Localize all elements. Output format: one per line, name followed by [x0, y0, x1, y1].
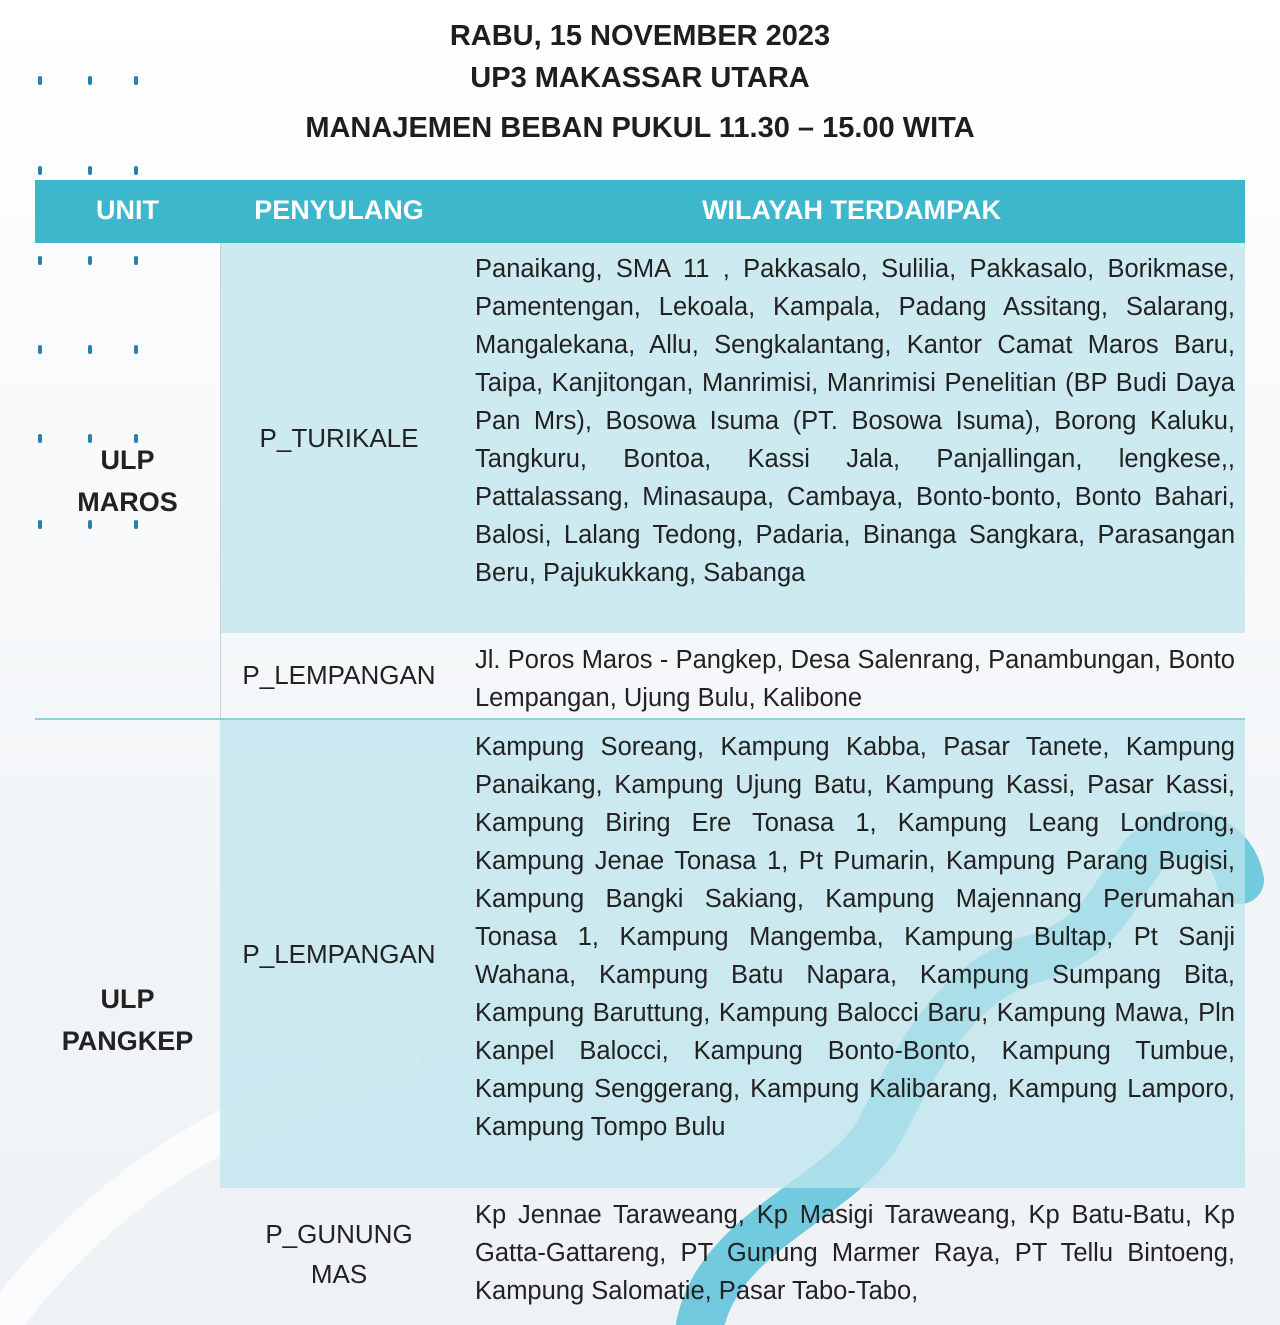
unit-cell-pangkep — [35, 720, 220, 1320]
penyulang-cell — [220, 1196, 458, 1311]
penyulang-cell: P_LEMPANGAN — [242, 660, 436, 690]
wilayah-cell: Jl. Poros Maros - Pangkep, Desa Salenrang, Panambungan, Bonto Lempangan, Ujung Bulu, Kalibone — [475, 646, 1235, 712]
unit-label: PANGKEP — [61, 1026, 194, 1056]
unit-label: ULP — [100, 444, 155, 475]
wilayah-cell: Kampung Soreang, Kampung Kabba, Pasar Tanete, Kampung Panaikang, Kampung Ujung Batu, Kampung Kassi, Pasar Kassi, Kampung Biring Ere Tonasa 1, Kampung Leang Londrong, Kampung Jenae Tonasa 1, Pt Pumarin, Kampung Parang Bugisi, Kampung Bangki Sakiang, Kampung Majennang Perumahan Tonasa 1, Kampung Mangemba, Kampung Bultap, Pt Sanji Wahana, Kampung Batu Napara, Kampung Sumpang Bita, Kampung Baruttung, Kampung Balocci Baru, Kampung Mawa, Pln Kanpel Balocci, Kampung Bonto-Bonto, Kampung Tumbue, Kampung Senggerang, Kampung Kalibarang, Kampung Lamporo, Kampung Tompo Bulu — [475, 733, 1235, 1141]
date-heading: RABU, 15 NOVEMBER 2023 — [449, 20, 831, 52]
table-header — [35, 180, 1245, 243]
unit-label: ULP — [100, 984, 155, 1014]
penyulang-label: P_GUNUNG — [265, 1218, 413, 1249]
header-penyulang: PENYULANG — [254, 195, 424, 225]
unit-label: MAROS — [77, 486, 178, 517]
penyulang-cell: P_LEMPANGAN — [242, 938, 436, 969]
wilayah-cell: Kp Jennae Taraweang, Kp Masigi Taraweang, Kp Batu-Batu, Kp Gatta-Gattareng, PT Gunung Marmer Raya, PT Tellu Bintoeng, Kampung Salomatie, Pasar Tabo-Tabo, — [475, 1201, 1235, 1305]
unit-cell-maros — [35, 243, 220, 718]
header-unit: UNIT — [96, 195, 159, 225]
header-wilayah: WILAYAH TERDAMPAK — [701, 195, 1002, 225]
unit-heading: UP3 MAKASSAR UTARA — [470, 62, 810, 94]
penyulang-label: MAS — [310, 1258, 368, 1289]
wilayah-cell: Panaikang, SMA 11 , Pakkasalo, Sulilia, Pakkasalo, Borikmase, Pamentengan, Lekoala, Kampala, Padang Assitang, Salarang, Mangalekana, Allu, Sengkalantang, Kantor Camat Maros Baru, Taipa, Kanjitongan, Manrimisi, Manrimisi Penelitian (BP Budi Daya Pan Mrs), Bosowa Isuma (PT. Bosowa Isuma), Borong Kaluku, Tangkuru, Bontoa, Kassi Jala, Panjallingan, lengkese,, Pattalassang, Minasaupa, Cambaya, Bonto-bonto, Bonto Bahari, Balosi, Lalang Tedong, Padaria, Binanga Sangkara, Parasangan Beru, Pajukukkang, Sabanga — [475, 255, 1235, 587]
penyulang-cell: P_TURIKALE — [259, 422, 419, 453]
schedule-heading: MANAJEMEN BEBAN PUKUL 11.30 – 15.00 WITA — [305, 112, 975, 144]
